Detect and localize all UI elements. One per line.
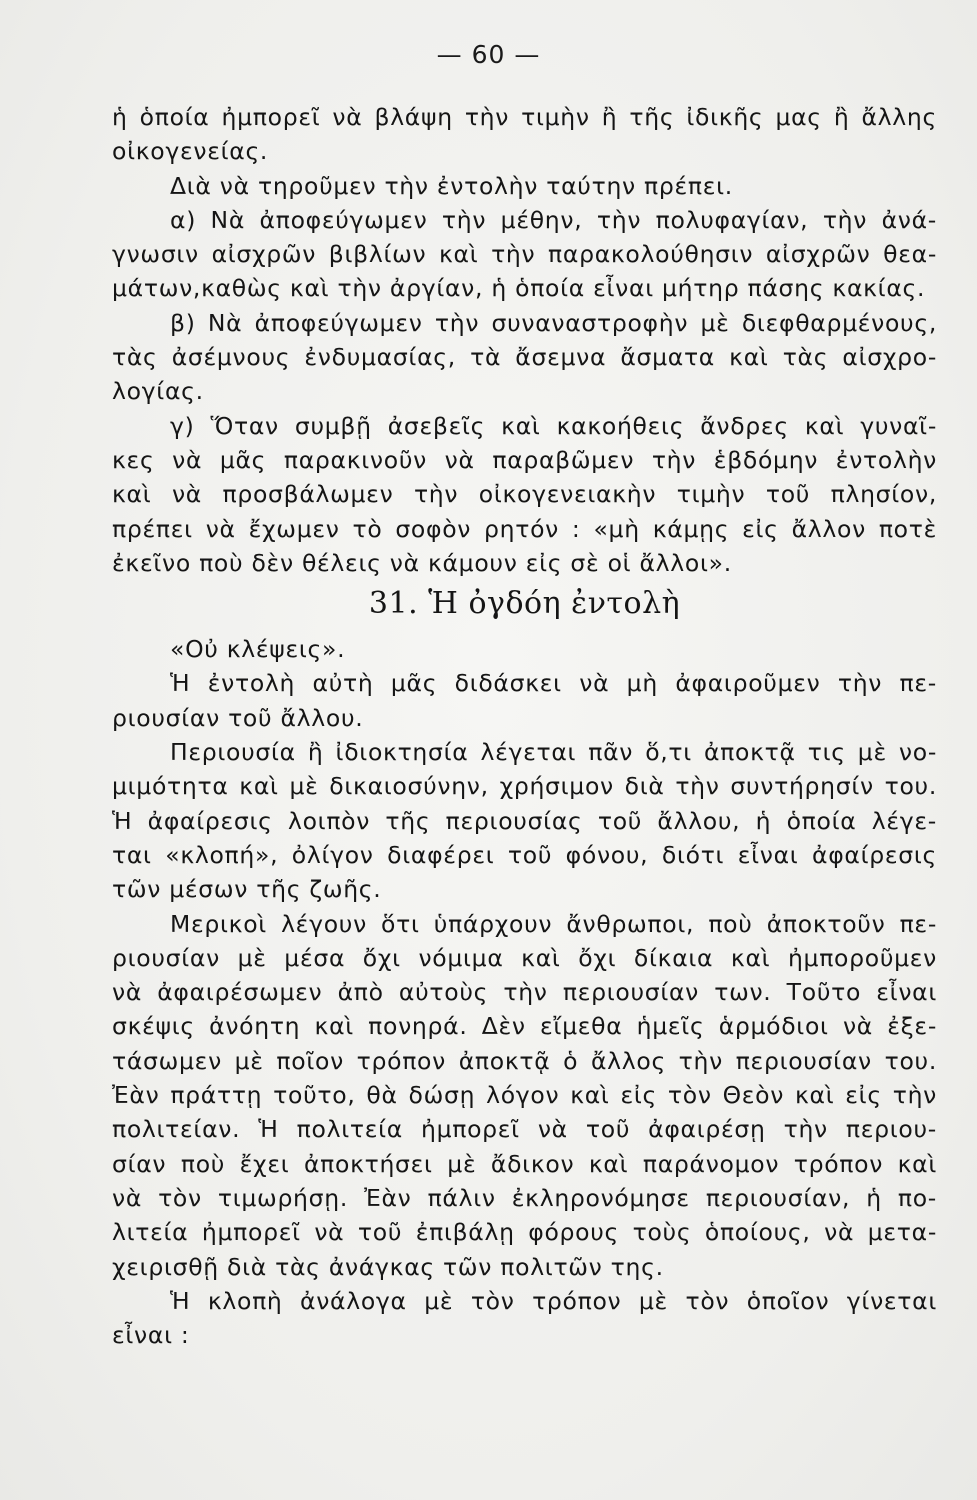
text-line: Ἡ ἀφαίρεσις λοιπὸν τῆς περιουσίας τοῦ ἄλλου, ἡ ὁποία λέγε- (112, 806, 937, 835)
text-line: ριουσίαν τοῦ ἄλλου. (112, 703, 364, 732)
paragraph-p10 (112, 1284, 937, 1353)
text-line: Μερικοὶ λέγουν ὅτι ὑπάρχουν ἄνθρωποι, ποὺ ἀποκτοῦν πε- (170, 909, 937, 938)
paragraph-p6 (112, 632, 937, 666)
page-body (112, 100, 937, 1352)
text-line: εἶναι : (112, 1321, 190, 1350)
text-line: καὶ νὰ προσβάλωμεν τὴν οἰκογενειακὴν τιμὴν τοῦ πλησίον, (112, 480, 937, 509)
text-line: γ) Ὅταν συμβῇ ἀσεβεῖς καὶ κακοήθεις ἄνδρες καὶ γυναῖ- (170, 411, 937, 440)
text-line: τάσωμεν μὲ ποῖον τρόπον ἀποκτᾷ ὁ ἄλλος τὴν περιουσίαν του. (112, 1046, 937, 1075)
text-line: σίαν ποὺ ἔχει ἀποκτήσει μὲ ἄδικον καὶ παράνομον τρόπον καὶ (112, 1149, 937, 1178)
text-line: λογίας. (112, 377, 204, 406)
text-line: πρέπει νὰ ἔχωμεν τὸ σοφὸν ρητόν : «μὴ κάμῃς εἰς ἄλλον ποτὲ (112, 514, 937, 543)
text-line: ριουσίαν μὲ μέσα ὄχι νόμιμα καὶ ὄχι δίκαια καὶ ἠμποροῦμεν (112, 943, 937, 972)
text-line: πολιτείαν. Ἡ πολιτεία ἠμπορεῖ νὰ τοῦ ἀφαιρέσῃ τὴν περιου- (112, 1115, 937, 1144)
paragraph-p3 (112, 203, 937, 306)
text-line: «Οὐ κλέψεις». (170, 635, 346, 664)
text-line: Ἡ ἐντολὴ αὐτὴ μᾶς διδάσκει νὰ μὴ ἀφαιροῦμεν τὴν πε- (170, 669, 937, 698)
paragraphs-before-heading (112, 100, 937, 580)
section-heading: 31. Ἡ ὀγδόη ἐντολὴ (368, 586, 681, 622)
text-line: μιμότητα καὶ μὲ δικαιοσύνην, χρήσιμον διὰ τὴν συντήρησίν του. (112, 772, 937, 801)
text-line: Διὰ νὰ τηροῦμεν τὴν ἐντολὴν ταύτην πρέπει. (170, 171, 733, 200)
text-line: ἐκεῖνο ποὺ δὲν θέλεις νὰ κάμουν εἰς σὲ οἱ ἄλλοι». (112, 548, 732, 577)
text-line: β) Νὰ ἀποφεύγωμεν τὴν συναναστροφὴν μὲ διεφθαρμένους, (170, 308, 937, 337)
text-line: μάτων,καθὼς καὶ τὴν ἀργίαν, ἡ ὁποία εἶναι μήτηρ πάσης κακίας. (112, 274, 926, 303)
text-line: α) Νὰ ἀποφεύγωμεν τὴν μέθην, τὴν πολυφαγίαν, τὴν ἀνά- (170, 205, 937, 234)
paragraph-p2 (112, 169, 937, 203)
text-line: Ἐὰν πράττῃ τοῦτο, θὰ δώσῃ λόγον καὶ εἰς τὸν Θεὸν καὶ εἰς τὴν (112, 1081, 937, 1110)
paragraph-p1 (112, 100, 937, 169)
text-line: νὰ τὸν τιμωρήσῃ. Ἐὰν πάλιν ἐκληρονόμησε περιουσίαν, ἡ πο- (112, 1183, 937, 1212)
text-line: κες νὰ μᾶς παρακινοῦν νὰ παραβῶμεν τὴν ἑβδόμην ἐντολὴν (112, 445, 937, 474)
paragraph-p7 (112, 666, 937, 735)
text-line: νὰ ἀφαιρέσωμεν ἀπὸ αὐτοὺς τὴν περιουσίαν των. Τοῦτο εἶναι (112, 978, 937, 1007)
text-line: Περιουσία ἢ ἰδιοκτησία λέγεται πᾶν ὅ,τι ἀποκτᾷ τις μὲ νο- (170, 738, 937, 767)
text-line: σκέψις ἀνόητη καὶ πονηρά. Δὲν εἴμεθα ἡμεῖς ἁρμόδιοι νὰ ἐξε- (112, 1012, 937, 1041)
text-line: ται «κλοπή», ὀλίγον διαφέρει τοῦ φόνου, διότι εἶναι ἀφαίρεσις (112, 840, 937, 869)
text-line: οἰκογενείας. (112, 137, 269, 166)
paragraph-p8 (112, 735, 937, 906)
text-line: λιτεία ἠμπορεῖ νὰ τοῦ ἐπιβάλῃ φόρους τοὺς ὁποίους, νὰ μετα- (112, 1218, 937, 1247)
text-line: Ἡ κλοπὴ ἀνάλογα μὲ τὸν τρόπον μὲ τὸν ὁποῖον γίνεται (170, 1286, 937, 1315)
paragraphs-after-heading (112, 632, 937, 1352)
text-line: τῶν μέσων τῆς ζωῆς. (112, 875, 382, 904)
text-line: γνωσιν αἰσχρῶν βιβλίων καὶ τὴν παρακολούθησιν αἰσχρῶν θεα- (112, 240, 937, 269)
text-line: ἡ ὁποία ἠμπορεῖ νὰ βλάψη τὴν τιμὴν ἢ τῆς ἰδικῆς μας ἢ ἄλλης (112, 103, 937, 131)
paragraph-p5 (112, 409, 937, 580)
paragraph-p9 (112, 907, 937, 1284)
text-line: τὰς ἀσέμνους ἐνδυμασίας, τὰ ἄσεμνα ἄσματα καὶ τὰς αἰσχρο- (112, 343, 937, 372)
text-line: χειρισθῇ διὰ τὰς ἀνάγκας τῶν πολιτῶν της. (112, 1252, 664, 1281)
paragraph-p4 (112, 306, 937, 409)
page-number: — 60 — (436, 40, 541, 69)
